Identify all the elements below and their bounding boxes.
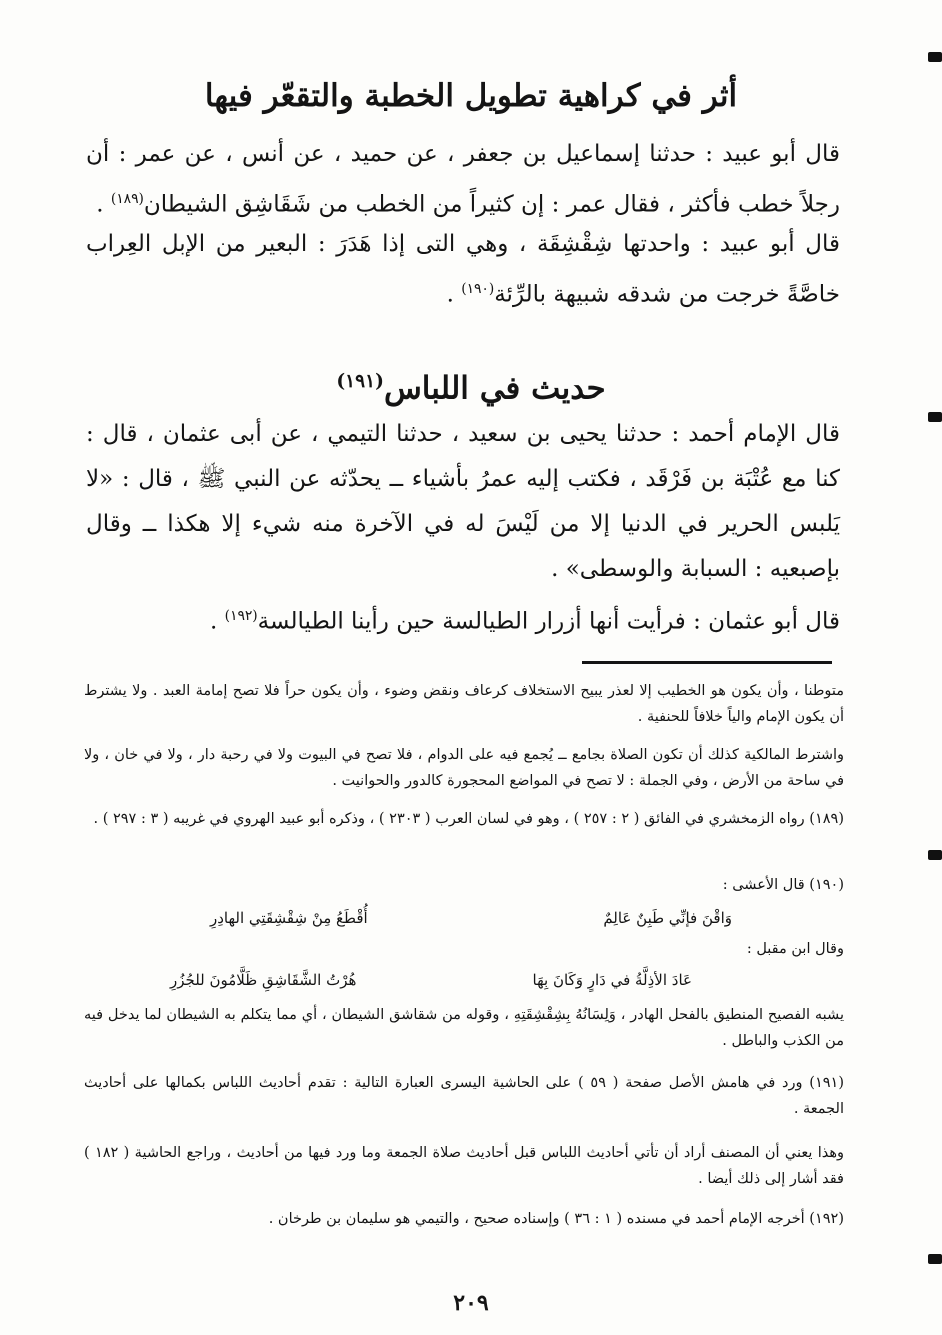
footnote-191: [84, 1070, 844, 1122]
footnote-190-ibn-muqbil: [84, 936, 844, 962]
verse-2-second-hemistich: [170, 968, 356, 992]
paragraph-end: .: [210, 608, 225, 635]
section-heading-athar: [0, 76, 942, 116]
verse-2-first-hemistich: [533, 968, 692, 992]
paragraph-hadith-harir: [86, 412, 840, 592]
paragraph-umar-khutba: [86, 132, 840, 228]
paragraph-end: .: [446, 281, 462, 308]
footnote-text: متوطنا ، وأن يكون هو الخطيب إلا لعذر يبيح الاستخلاف كرعاف ونقض وضوء ، وأن يكون حراً فلا تصح إمامة العبد . ولا يشترط أن يكون الإمام والياً خلافاً للحنفية .: [84, 683, 844, 725]
verse-text: أُقْطَعُ مِنْ شِقْشِقَتِي الهادِرِ: [210, 909, 368, 927]
footnote-ref-191[interactable]: (١٩١): [336, 371, 384, 392]
footnote-189: [84, 806, 844, 832]
scan-edge-mark: [928, 412, 942, 422]
paragraph-text: قال أبو عبيد : حدثنا إسماعيل بن جعفر ، عن حميد ، عن أنس ، عن عمر : أن رجلاً خطب فأكثر ، فقال عمر : إن كثيراً من الخطب من شَقَاشِق الشيطان: [86, 141, 840, 218]
footnote-separator: [582, 661, 832, 664]
verse-text: وَاقْنَ فإنِّي طَبِنٌ عَالِمٌ: [603, 909, 732, 927]
footnote-text: يشبه الفصيح المنطيق بالفحل الهادر ، وَلِسَانُهُ بِشِقْشِقَتِهِ ، وقوله من شقاشق الشيطان ، أي مما يتكلم به الشيطان لما يدخل فيه من الكذب والباطل .: [84, 1007, 844, 1049]
paragraph-abu-uthman: [86, 594, 840, 645]
footnote-text: (١٨٩) رواه الزمخشري في الفائق ( ٢ : ٢٥٧ ) ، وهو في لسان العرب ( ٢٣٠٣ ) ، وذكره أبو عبيد الهروي في غريبه ( ٣ : ٢٩٧ ) .: [93, 811, 844, 827]
footnote-text: (١٩٠) قال الأعشى :: [722, 877, 844, 893]
scan-edge-mark: [928, 1254, 942, 1264]
page-number-text: ٢٠٩: [453, 1290, 489, 1316]
footnote-continuation: [84, 678, 844, 730]
section-heading-libas: [0, 362, 942, 408]
verse-text: عَادَ الأذِلَّةُ في دَارٍ وَكَانَ بِهَا: [532, 971, 692, 989]
footnote-maliki: [84, 742, 844, 794]
footnote-text: وقال ابن مقبل :: [746, 941, 844, 957]
footnote-text: وهذا يعني أن المصنف أراد أن تأتي أحاديث اللباس قبل أحاديث صلاة الجمعة وما ورد فيها من أحاديث ، وراجع الحاشية ( ١٨٢ ) فقد أشار إلى ذلك أيضا .: [84, 1145, 844, 1187]
paragraph-text: قال الإمام أحمد : حدثنا يحيى بن سعيد ، حدثنا التيمي ، عن أبى عثمان ، قال : كنا مع عُتْبَة بن فَرْقَد ، فكتب إليه عمرُ بأشياء ــ يحدّثه عن النبي ﷺ ، قال : «لا يَلبس الحرير في الدنيا إلا من لَيْسَ له في الآخرة منه شيء إلا هكذا ــ وقال بإصبعيه : السبابة والوسطى» .: [86, 421, 840, 582]
paragraph-end: .: [96, 191, 111, 218]
page-number: [0, 1290, 942, 1316]
scan-edge-mark: [928, 52, 942, 62]
footnote-191-continued: [84, 1140, 844, 1192]
heading-text: حديث في اللباس: [383, 370, 606, 407]
heading-text: أثر في كراهية تطويل الخطبة والتقعّر فيها: [204, 78, 738, 114]
footnote-text: (١٩١) ورد في هامش الأصل صفحة ( ٥٩ ) على الحاشية اليسرى العبارة التالية : تقدم أحاديث اللباس بكمالها على أحاديث الجمعة .: [84, 1075, 845, 1117]
footnote-text: واشترط المالكية كذلك أن تكون الصلاة بجامع ــ يُجمع فيه على الدوام ، فلا تصح في البيوت ولا في رحبة دار ، ولا في خان ، ولا في ساحة من الأرض ، وفي الجملة : لا تصح في المواضع المحجورة كالدور والحوانيت .: [84, 747, 844, 789]
footnote-ref-189[interactable]: (١٨٩): [110, 191, 144, 207]
footnote-190-intro: [84, 872, 844, 898]
footnote-190-explanation: [84, 1002, 844, 1054]
paragraph-text: قال أبو عبيد : واحدتها شِقْشِقَة ، وهي التى إذا هَدَرَ : البعير من الإبل العِراب خاصَّةً خرجت من شدقه شبيهة بالرِّئة: [86, 231, 840, 308]
verse-text: هُرْتُ الشَّقَاشِقِ ظَلَّامُونَ للجُزُرِ: [170, 971, 357, 989]
footnote-192: [84, 1206, 844, 1232]
verse-1-second-hemistich: [210, 906, 368, 930]
scan-edge-mark: [928, 850, 942, 860]
footnote-ref-192[interactable]: (١٩٢): [224, 608, 258, 624]
paragraph-shiqshiqa: [86, 222, 840, 318]
footnote-ref-190[interactable]: (١٩٠): [461, 281, 495, 297]
paragraph-text: قال أبو عثمان : فرأيت أنها أزرار الطيالسة حين رأينا الطيالسة: [257, 608, 840, 635]
footnote-text: (١٩٢) أخرجه الإمام أحمد في مسنده ( ١ : ٣٦ ) وإسناده صحيح ، والتيمي هو سليمان بن طرخان .: [268, 1211, 844, 1227]
verse-1-first-hemistich: [603, 906, 732, 930]
